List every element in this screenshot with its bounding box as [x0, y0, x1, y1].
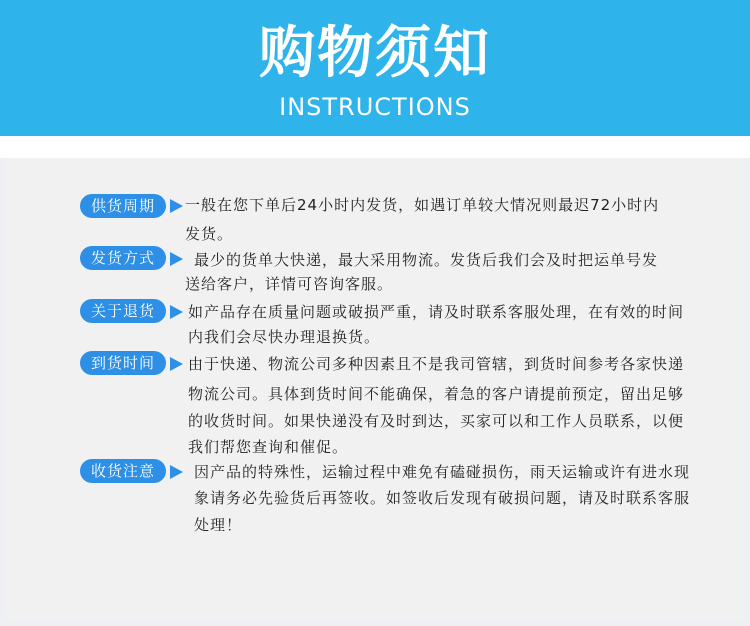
section-text-line: 一般在您下单后24小时内发货，如遇订单较大情况则最迟72小时内 — [185, 196, 660, 214]
section-text-line: 我们帮您查询和催促。 — [188, 438, 349, 456]
arrow-right-icon — [170, 252, 183, 266]
section-text-line: 如产品存在质量问题或破损严重，请及时联系客服处理，在有效的时间 — [188, 303, 685, 321]
section-text-line: 由于快递、物流公司多种因素且不是我司管辖，到货时间参考各家快递 — [188, 355, 685, 373]
section-text-line: 象请务必先验货后再签收。如签收后发现有破损问题，请及时联系客服 — [194, 489, 691, 507]
section-label-badge: 收货注意 — [80, 459, 166, 483]
section-text-line: 物流公司。具体到货时间不能确保，着急的客户请提前预定，留出足够 — [188, 385, 685, 403]
section-text-line: 因产品的特殊性，运输过程中难免有磕碰损伤，雨天运输或许有进水现 — [194, 463, 691, 481]
instructions-panel — [6, 158, 744, 620]
header-banner — [0, 0, 750, 136]
arrow-right-icon — [170, 465, 183, 479]
section-text-line: 最少的货单大快递，最大采用物流。发货后我们会及时把运单号发 — [194, 251, 659, 269]
section-text-line: 的收货时间。如果快递没有及时到达，买家可以和工作人员联系，以便 — [188, 412, 685, 430]
section-text-line: 处理！ — [194, 516, 243, 534]
page-subtitle: INSTRUCTIONS — [279, 93, 471, 121]
header-gap — [0, 136, 750, 158]
section-label-badge: 供货周期 — [80, 194, 166, 218]
section-text-line: 内我们会尽快办理退换货。 — [188, 328, 381, 346]
arrow-right-icon — [170, 305, 183, 319]
arrow-right-icon — [170, 357, 183, 371]
section-text-line: 送给客户，详情可咨询客服。 — [185, 275, 394, 293]
section-label-badge: 到货时间 — [80, 351, 166, 375]
page-title: 购物须知 — [259, 21, 491, 86]
section-text-line: 发货。 — [185, 225, 234, 243]
section-label-badge: 发货方式 — [80, 246, 166, 270]
arrow-right-icon — [170, 199, 183, 213]
section-label-badge: 关于退货 — [80, 299, 166, 323]
